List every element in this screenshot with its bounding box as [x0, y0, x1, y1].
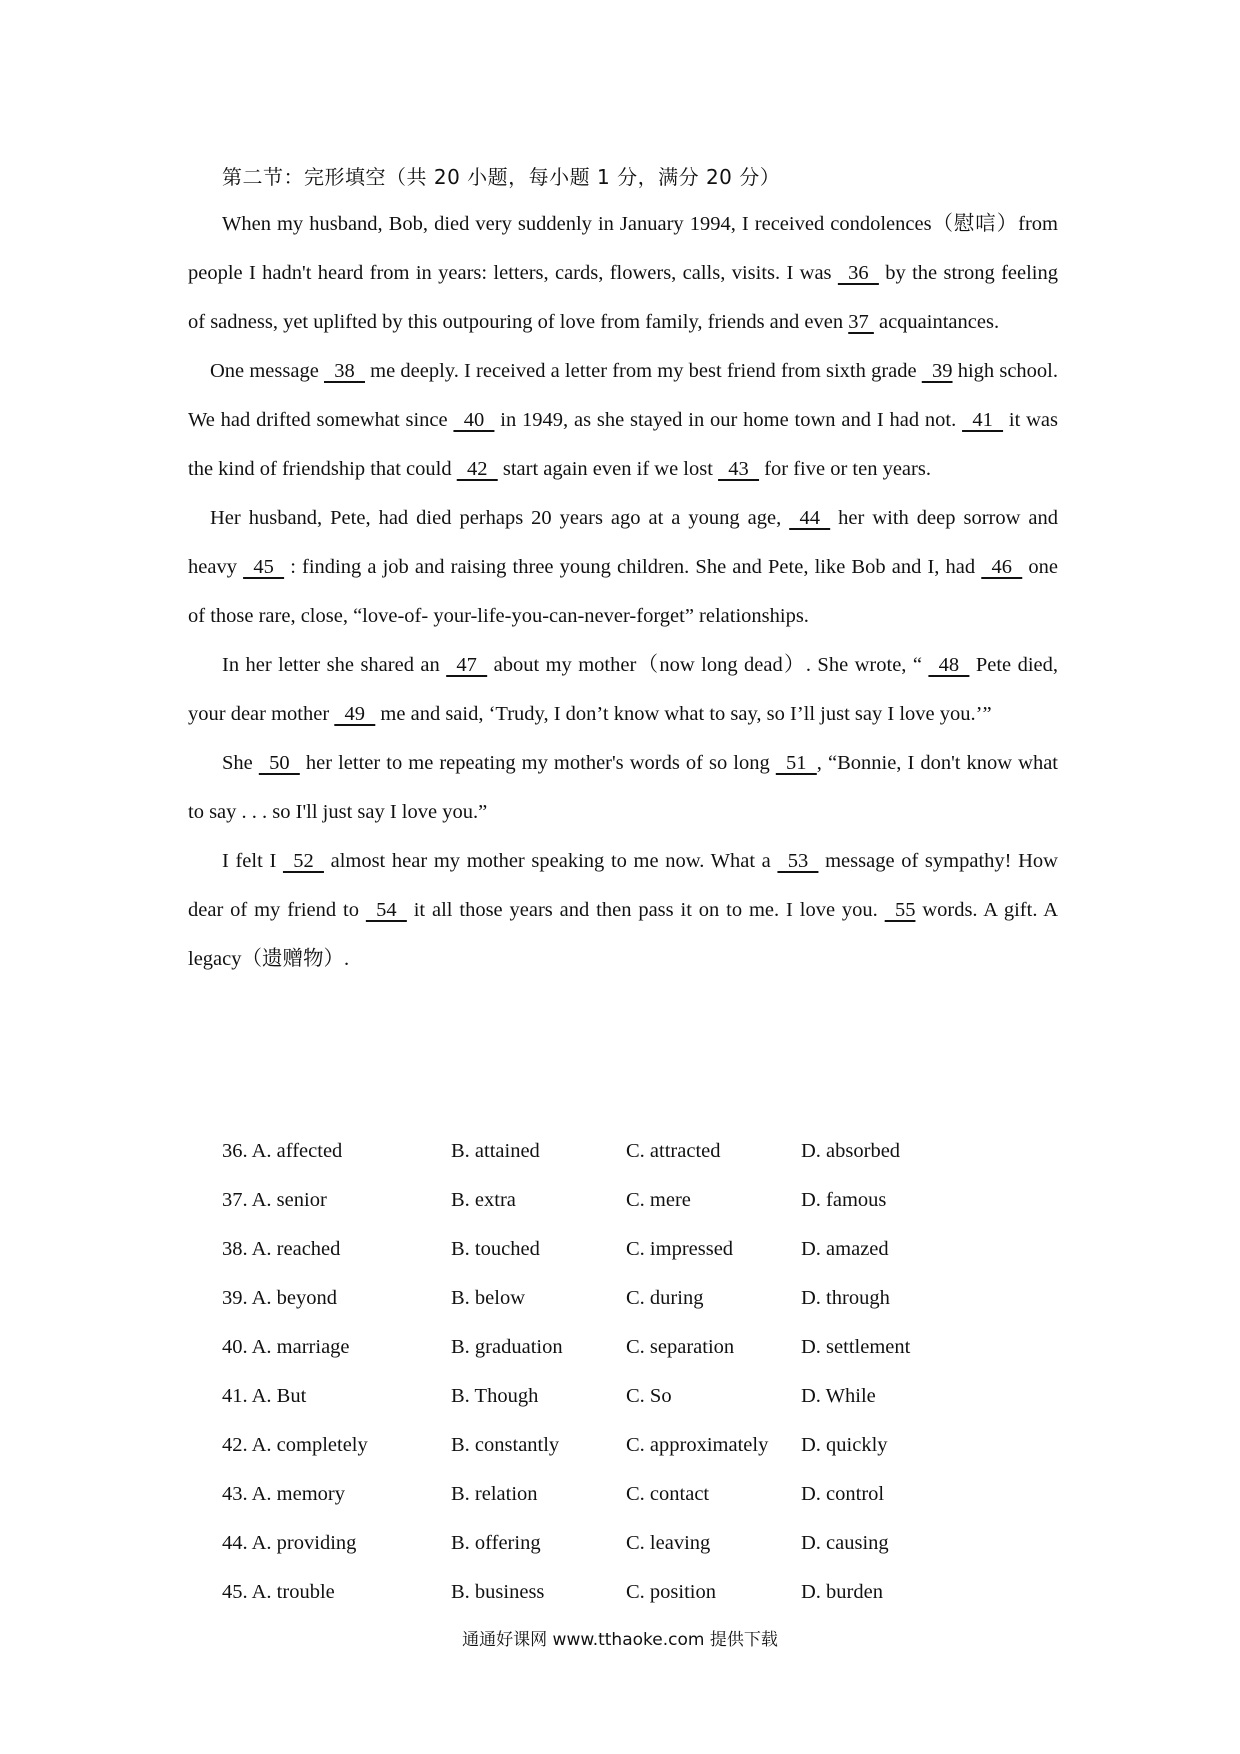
answer-blank: 40 — [453, 409, 495, 431]
option-choice: C. position — [626, 1581, 716, 1603]
option-row — [222, 1323, 961, 1372]
option-choice: C. mere — [626, 1189, 691, 1211]
passage-text: me deeply. I received a letter from my best friend from sixth grade — [364, 360, 922, 382]
option-choice: C. separation — [626, 1336, 735, 1358]
option-choice: C. impressed — [626, 1238, 734, 1260]
answer-blank: 53 — [777, 850, 819, 872]
passage-text: message of sympathy! How dear of my friend to — [188, 850, 1058, 921]
passage-text: almost hear my mother speaking to me now. What a — [323, 850, 778, 872]
passage-text: start again even if we lost — [497, 458, 719, 480]
passage-text: her with deep sorrow and heavy — [188, 507, 1058, 578]
passage-paragraph — [188, 347, 1058, 494]
cloze-passage — [188, 200, 1058, 984]
answer-blank: 38 — [323, 360, 365, 382]
option-row — [222, 1568, 961, 1617]
answer-blank: 45 — [243, 556, 285, 578]
passage-text: it all those years and then pass it on to me. I love you. — [406, 899, 885, 921]
passage-paragraph — [188, 837, 1058, 984]
option-row — [222, 1127, 961, 1176]
passage-text: acquaintances. — [873, 311, 1000, 333]
option-choice: D. absorbed — [801, 1140, 901, 1162]
passage-text: high school. We had drifted somewhat since — [188, 360, 1058, 431]
answer-options — [222, 1127, 961, 1617]
passage-text: : finding a job and raising three young children. She and Pete, like Bob and I, had — [284, 556, 982, 578]
option-choice: 38. A. reached — [222, 1238, 341, 1260]
option-choice: B. below — [451, 1287, 526, 1309]
option-choice: C. leaving — [626, 1532, 711, 1554]
option-row — [222, 1470, 961, 1519]
passage-text: She — [222, 752, 259, 774]
option-choice: D. settlement — [801, 1336, 911, 1358]
option-row — [222, 1176, 961, 1225]
passage-text: one of those rare, close, “love-of- your-life-you-can-never-forget” relationships. — [188, 556, 1058, 627]
option-choice: 42. A. completely — [222, 1434, 368, 1456]
answer-blank: 47 — [446, 654, 488, 676]
answer-blank: 37 — [848, 311, 874, 333]
answer-blank: 51 — [775, 752, 817, 774]
passage-text: Pete died, your dear mother — [188, 654, 1058, 725]
option-choice: 41. A. But — [222, 1385, 307, 1407]
section-title: 第二节：完形填空（共 20 小题，每小题 1 分，满分 20 分） — [222, 165, 781, 189]
option-choice: B. offering — [451, 1532, 541, 1554]
passage-text: One message — [210, 360, 324, 382]
option-row — [222, 1421, 961, 1470]
option-choice: D. causing — [801, 1532, 889, 1554]
passage-text: for five or ten years. — [759, 458, 931, 480]
option-choice: D. famous — [801, 1189, 887, 1211]
option-choice: D. control — [801, 1483, 885, 1505]
option-choice: B. business — [451, 1581, 545, 1603]
answer-blank: 49 — [334, 703, 376, 725]
passage-text: words. A gift. A legacy（遗赠物）. — [188, 899, 1059, 970]
option-choice: C. So — [626, 1385, 672, 1407]
option-choice: 45. A. trouble — [222, 1581, 335, 1603]
option-choice: C. approximately — [626, 1434, 769, 1456]
answer-blank: 48 — [928, 654, 970, 676]
answer-blank: 39 — [921, 360, 953, 382]
option-choice: C. during — [626, 1287, 704, 1309]
option-choice: D. While — [801, 1385, 876, 1407]
passage-paragraph — [188, 641, 1058, 739]
option-choice: B. Though — [451, 1385, 539, 1407]
option-row — [222, 1372, 961, 1421]
passage-text: by the strong feeling of sadness, yet uplifted by this outpouring of love from family, friends and even — [188, 262, 1058, 333]
passage-text: Her husband, Pete, had died perhaps 20 years ago at a young age, — [210, 507, 790, 529]
passage-text: about my mother（now long dead）. She wrote, “ — [487, 654, 929, 676]
passage-text: When my husband, Bob, died very suddenly in January 1994, I received condolences（慰唁）from people I hadn't heard from in years: letters, cards, flowers, calls, visits. I was — [188, 213, 1058, 284]
option-choice: 44. A. providing — [222, 1532, 357, 1554]
answer-blank: 46 — [981, 556, 1023, 578]
option-choice: C. attracted — [626, 1140, 721, 1162]
passage-paragraph — [188, 739, 1058, 837]
option-row — [222, 1519, 961, 1568]
option-choice: D. burden — [801, 1581, 883, 1603]
passage-paragraph — [188, 200, 1058, 347]
option-choice: B. attained — [451, 1140, 540, 1162]
option-choice: D. through — [801, 1287, 890, 1309]
option-row — [222, 1225, 961, 1274]
answer-blank: 36 — [837, 262, 879, 284]
answer-blank: 41 — [962, 409, 1004, 431]
option-choice: B. extra — [451, 1189, 516, 1211]
option-choice: C. contact — [626, 1483, 710, 1505]
option-choice: 36. A. affected — [222, 1140, 343, 1162]
answer-blank: 43 — [718, 458, 760, 480]
option-choice: 37. A. senior — [222, 1189, 327, 1211]
answer-blank: 44 — [789, 507, 831, 529]
option-choice: B. relation — [451, 1483, 538, 1505]
option-choice: B. touched — [451, 1238, 540, 1260]
option-choice: 40. A. marriage — [222, 1336, 350, 1358]
answer-blank: 42 — [456, 458, 498, 480]
option-choice: D. amazed — [801, 1238, 889, 1260]
option-choice: 39. A. beyond — [222, 1287, 338, 1309]
answer-blank: 55 — [884, 899, 916, 921]
passage-text: in 1949, as she stayed in our home town and I had not. — [494, 409, 963, 431]
passage-text: I felt I — [222, 850, 283, 872]
passage-paragraph — [188, 494, 1058, 641]
option-choice: B. constantly — [451, 1434, 560, 1456]
option-choice: B. graduation — [451, 1336, 563, 1358]
answer-blank: 54 — [365, 899, 407, 921]
passage-text: , “Bonnie, I don't know what to say . . . so I'll just say I love you.” — [188, 752, 1059, 823]
answer-blank: 52 — [282, 850, 324, 872]
option-row — [222, 1274, 961, 1323]
option-choice: D. quickly — [801, 1434, 888, 1456]
option-choice: 43. A. memory — [222, 1483, 345, 1505]
passage-text: me and said, ‘Trudy, I don’t know what to say, so I’ll just say I love you.’” — [375, 703, 992, 725]
passage-text: In her letter she shared an — [222, 654, 447, 676]
passage-text: it was the kind of friendship that could — [188, 409, 1058, 480]
footer-watermark: 通通好课网 www.tthaoke.com 提供下载 — [462, 1630, 778, 1650]
passage-text: her letter to me repeating my mother's words of so long — [299, 752, 776, 774]
answer-blank: 50 — [258, 752, 300, 774]
